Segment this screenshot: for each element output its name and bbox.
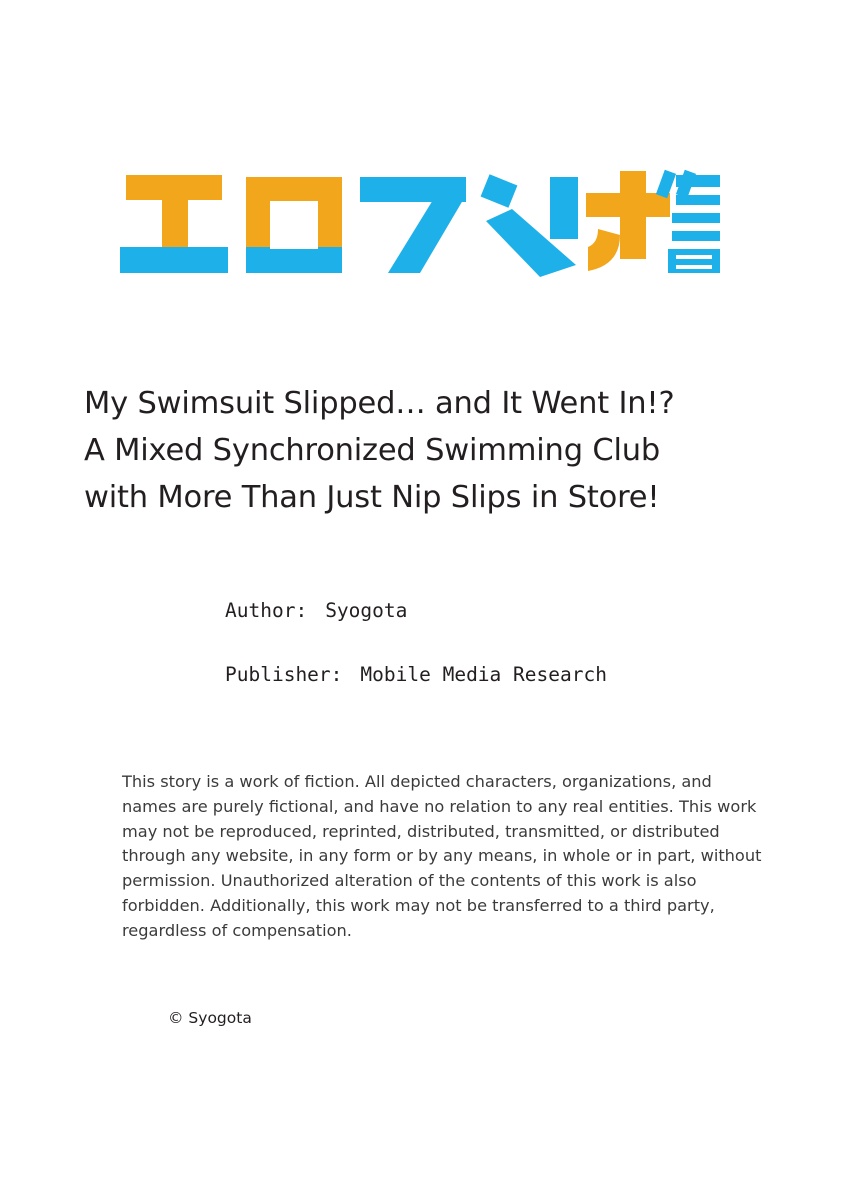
publisher-value: Mobile Media Research	[360, 663, 607, 686]
publisher-logo	[120, 165, 720, 290]
logo-char-e	[120, 175, 228, 273]
copyright-notice: © Syogota	[168, 1009, 252, 1027]
legal-disclaimer: This story is a work of fiction. All depicted characters, organizations, and names are purely fictional, and have no relation to any real entities. This work may not be reproduced, reprinted, distributed, transmitted, or distributed through any website, in any form or by any means, in whole or in part, without permission. Unauthorized alteration of the contents of this work is also forbidden. Additionally, this work may not be transferred to a third party, regardless of compensation.	[122, 772, 762, 940]
title-line-3: with More Than Just Nip Slips in Store!	[84, 480, 660, 515]
author-row	[225, 600, 825, 622]
publisher-row	[225, 664, 825, 686]
author-label: Author:	[225, 599, 308, 622]
title-line-2: A Mixed Synchronized Swimming Club	[84, 433, 661, 468]
book-title	[84, 380, 774, 521]
logo-char-ma	[360, 177, 466, 273]
credits-block	[225, 600, 825, 728]
title-line-1: My Swimsuit Slipped… and It Went In!?	[84, 386, 675, 421]
publisher-label: Publisher:	[225, 663, 343, 686]
logo-char-n	[481, 174, 578, 277]
logo-char-ro	[246, 177, 342, 273]
logo-char-shima-body	[668, 175, 720, 273]
author-value: Syogota	[325, 599, 408, 622]
logo-artwork	[120, 165, 720, 290]
